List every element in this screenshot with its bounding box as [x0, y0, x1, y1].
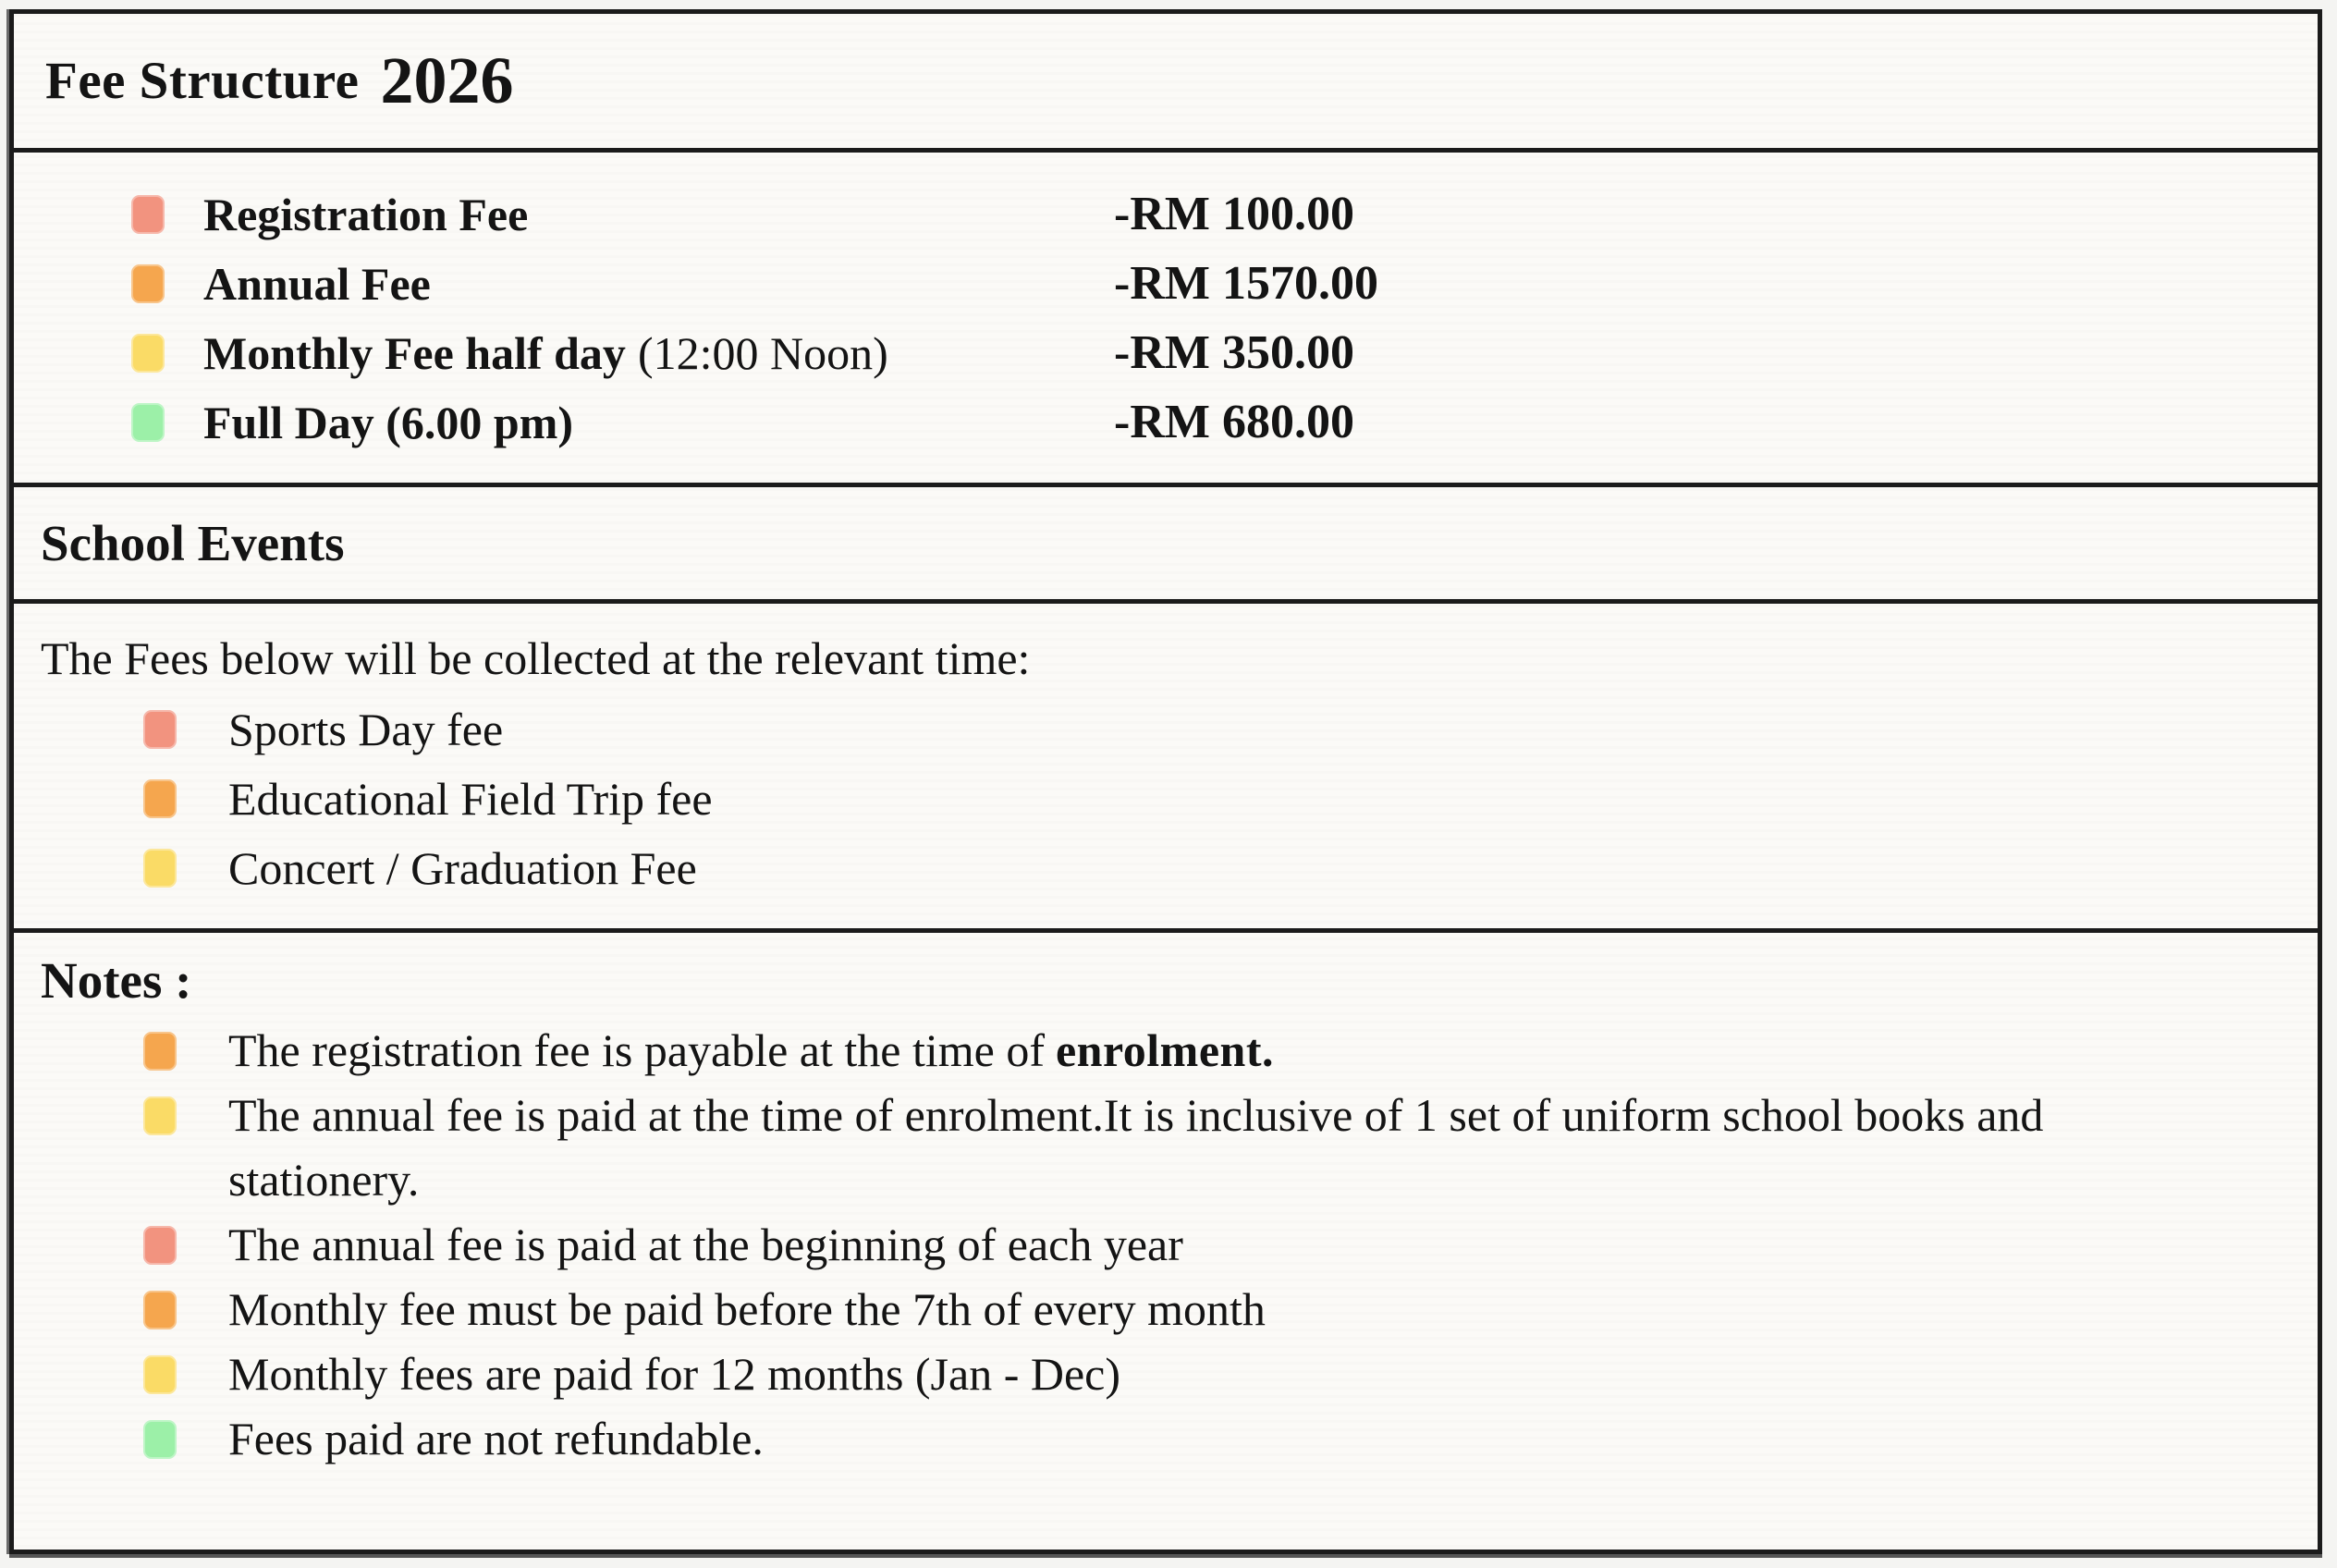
colored-square-bullet-icon [143, 1096, 177, 1135]
note-text [228, 1277, 2244, 1341]
colored-square-bullet-icon [131, 403, 165, 442]
event-row [14, 764, 2318, 833]
fee-amount: -RM 1570.00 [1114, 257, 1378, 310]
note-text-body: The registration fee is payable at the time of [228, 1024, 1045, 1076]
colored-square-bullet-icon [143, 1420, 177, 1459]
fee-list-section [14, 153, 2318, 487]
note-row [14, 1083, 2318, 1212]
event-row [14, 694, 2318, 764]
colored-square-bullet-icon [131, 195, 165, 234]
event-row [14, 833, 2318, 902]
events-section [14, 604, 2318, 933]
note-row [14, 1018, 2318, 1083]
fee-label: Monthly Fee half day [203, 326, 626, 379]
note-row [14, 1406, 2318, 1471]
note-row [14, 1277, 2318, 1341]
fee-amount: -RM 680.00 [1114, 396, 1354, 448]
colored-square-bullet-icon [143, 1226, 177, 1265]
colored-square-bullet-icon [143, 710, 177, 749]
note-text [228, 1341, 2244, 1406]
colored-square-bullet-icon [131, 334, 165, 373]
note-text-body: The annual fee is paid at the time of enrolment.It is inclusive of 1 set of uniform school books and stationery. [228, 1089, 2044, 1206]
event-label: Sports Day fee [228, 703, 504, 755]
colored-square-bullet-icon [143, 1032, 177, 1071]
notes-heading: Notes : [41, 952, 192, 1009]
colored-square-bullet-icon [143, 849, 177, 888]
note-text [228, 1083, 2244, 1212]
fee-label: Full Day (6.00 pm) [203, 396, 573, 448]
colored-square-bullet-icon [131, 264, 165, 303]
title-row [14, 14, 2318, 153]
fee-amount: -RM 100.00 [1114, 188, 1354, 240]
fee-row [14, 387, 2318, 457]
note-text-body: Monthly fees are paid for 12 months (Jan - Dec) [228, 1348, 1120, 1400]
colored-square-bullet-icon [143, 779, 177, 818]
page-title: Fee Structure [45, 52, 360, 110]
fee-row [14, 179, 2318, 249]
colored-square-bullet-icon [143, 1291, 177, 1329]
fee-amount: -RM 350.00 [1114, 326, 1354, 379]
note-text [228, 1406, 2244, 1471]
note-text-body: Fees paid are not refundable. [228, 1413, 764, 1464]
note-text [228, 1212, 2244, 1277]
document-frame [9, 9, 2322, 1554]
note-row [14, 1341, 2318, 1406]
note-text-body: Monthly fee must be paid before the 7th of every month [228, 1283, 1266, 1335]
fee-label-suffix: (12:00 Noon) [637, 326, 888, 379]
school-events-heading: School Events [41, 515, 345, 571]
note-text-body: The annual fee is paid at the beginning of each year [228, 1219, 1183, 1270]
event-label: Concert / Graduation Fee [228, 841, 697, 894]
colored-square-bullet-icon [143, 1355, 177, 1394]
notes-section [14, 933, 2318, 1531]
events-intro-text: The Fees below will be collected at the relevant time: [41, 632, 1031, 684]
note-row [14, 1212, 2318, 1277]
fee-row [14, 318, 2318, 387]
note-text-bold-suffix: enrolment. [1055, 1024, 1274, 1076]
page-title-year: 2026 [380, 43, 514, 117]
fee-label: Registration Fee [203, 188, 529, 240]
note-text [228, 1018, 2244, 1083]
fee-label: Annual Fee [203, 257, 431, 310]
school-events-header-row [14, 487, 2318, 604]
event-label: Educational Field Trip fee [228, 772, 713, 825]
fee-row [14, 249, 2318, 318]
